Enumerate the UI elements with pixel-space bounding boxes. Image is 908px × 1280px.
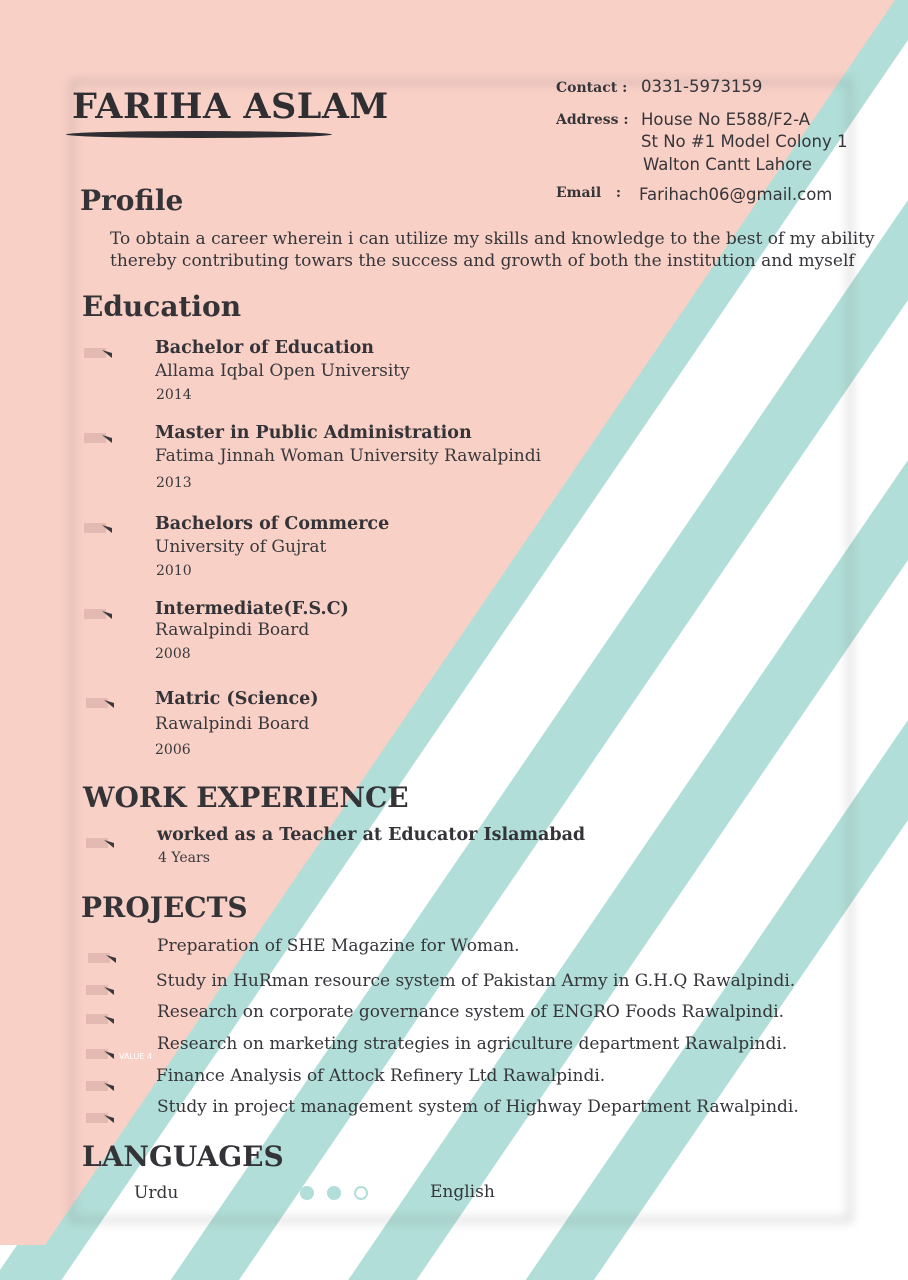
education-institution: Rawalpindi Board	[155, 620, 310, 640]
education-heading: Education	[82, 290, 242, 323]
education-degree: Master in Public Administration	[155, 423, 472, 443]
bullet-icon	[86, 1047, 116, 1061]
project-item: Study in HuRman resource system of Pakistan Army in G.H.Q Rawalpindi.	[156, 971, 796, 991]
project-item: Finance Analysis of Attock Refinery Ltd Rawalpindi.	[156, 1066, 606, 1086]
education-degree: Bachelor of Education	[155, 338, 374, 358]
profile-line-2: thereby contributing towars the success and growth of both the institution and myself	[110, 251, 855, 271]
project-item: Study in project management system of Highway Department Rawalpindi.	[157, 1097, 799, 1117]
address-label: Address :	[556, 112, 629, 128]
language-english: English	[430, 1182, 495, 1202]
education-institution: Rawalpindi Board	[155, 714, 310, 734]
education-year: 2010	[156, 563, 192, 579]
bullet-icon	[86, 836, 116, 850]
contact-label: Contact :	[556, 80, 628, 96]
bullet-icon	[84, 346, 114, 360]
education-institution: Fatima Jinnah Woman University Rawalpindi	[155, 446, 542, 466]
work-heading: WORK EXPERIENCE	[83, 781, 409, 814]
project-item: Preparation of SHE Magazine for Woman.	[157, 936, 520, 956]
bullet-icon	[84, 431, 114, 445]
contact-value: 0331-5973159	[641, 77, 763, 96]
bullet-icon	[88, 951, 118, 965]
education-institution: Allama Iqbal Open University	[155, 361, 410, 381]
bullet-icon	[86, 1012, 116, 1026]
education-institution: University of Gujrat	[155, 537, 327, 557]
education-year: 2014	[156, 387, 192, 403]
bullet-icon	[86, 1111, 116, 1125]
candidate-name: FARIHA ASLAM	[72, 86, 389, 127]
name-underline	[66, 131, 332, 138]
language-urdu: Urdu	[134, 1183, 179, 1203]
address-line-3: Walton Cantt Lahore	[643, 155, 812, 174]
education-degree: Matric (Science)	[155, 689, 319, 709]
profile-line-1: To obtain a career wherein i can utilize my skills and knowledge to the best of my ability	[110, 229, 875, 249]
address-line-1: House No E588/F2-A	[641, 110, 810, 129]
email-value: Farihach06@gmail.com	[639, 185, 833, 204]
rating-dot-empty	[354, 1186, 368, 1200]
work-duration: 4 Years	[158, 850, 210, 866]
project-item: Research on corporate governance system of ENGRO Foods Rawalpindi.	[157, 1002, 785, 1022]
profile-heading: Profile	[80, 184, 184, 217]
bullet-icon	[84, 607, 114, 621]
languages-heading: LANGUAGES	[82, 1140, 284, 1173]
projects-heading: PROJECTS	[81, 891, 248, 924]
address-line-2: St No #1 Model Colony 1	[641, 132, 848, 151]
education-degree: Intermediate(F.S.C)	[155, 599, 349, 619]
bullet-icon	[86, 983, 116, 997]
education-year: 2006	[155, 742, 191, 758]
education-year: 2008	[155, 646, 191, 662]
education-year: 2013	[156, 475, 192, 491]
education-degree: Bachelors of Commerce	[155, 514, 390, 534]
bullet-icon	[84, 521, 114, 535]
project-item: Research on marketing strategies in agriculture department Rawalpindi.	[157, 1034, 788, 1054]
email-label: Email :	[556, 185, 621, 201]
profile-text	[110, 228, 875, 272]
bullet-icon	[86, 1079, 116, 1093]
stray-value-label: VALUE 4	[119, 1052, 153, 1061]
rating-dot-filled	[300, 1186, 314, 1200]
bullet-icon	[86, 696, 116, 710]
work-title: worked as a Teacher at Educator Islamabad	[157, 825, 586, 845]
rating-dot-filled	[327, 1186, 341, 1200]
